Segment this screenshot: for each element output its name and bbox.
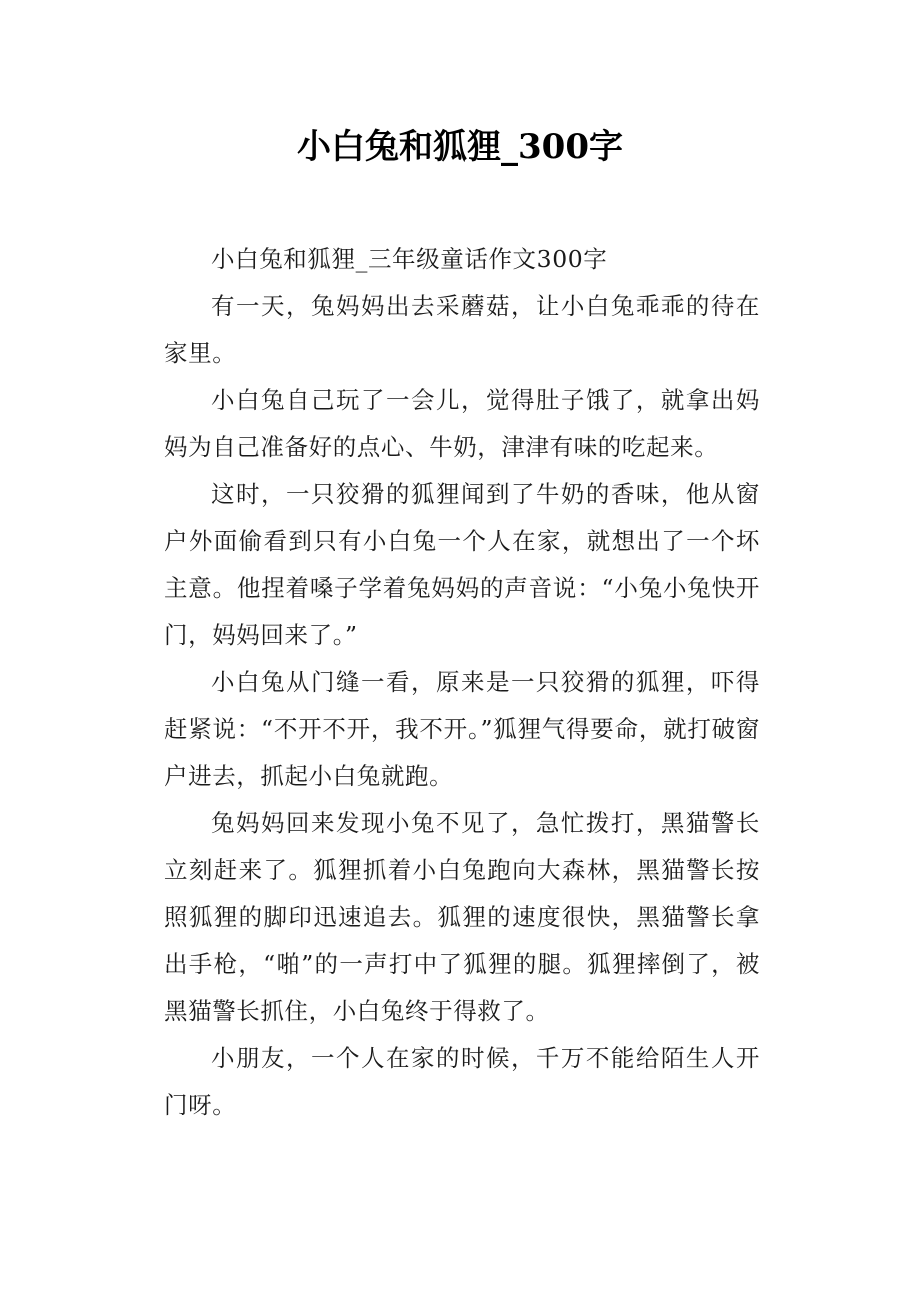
document-title: 小白兔和狐狸_300字 (297, 127, 623, 167)
paragraph: 小白兔自己玩了一会儿，觉得肚子饿了，就拿出妈妈为自己准备好的点心、牛奶，津津有味的吃起来。 (164, 386, 760, 461)
paragraph: 有一天，兔妈妈出去采蘑菇，让小白兔乖乖的待在家里。 (164, 292, 760, 367)
paragraph-subtitle: 小白兔和狐狸_三年级童话作文300字 (211, 245, 608, 273)
paragraph: 这时，一只狡猾的狐狸闻到了牛奶的香味，他从窗户外面偷看到只有小白兔一个人在家，就想出了一个坏主意。他捏着嗓子学着兔妈妈的声音说：“小兔小兔快开门，妈妈回来了。” (164, 480, 760, 649)
paragraph: 兔妈妈回来发现小兔不见了，急忙拨打，黑猫警长立刻赶来了。狐狸抓着小白兔跑向大森林，黑猫警长按照狐狸的脚印迅速追去。狐狸的速度很快，黑猫警长拿出手枪，“啪”的一声打中了狐狸的腿。狐狸摔倒了，被黑猫警长抓住，小白兔终于得救了。 (164, 809, 760, 1025)
document-body (164, 236, 760, 1129)
paragraph: 小朋友，一个人在家的时候，千万不能给陌生人开门呀。 (164, 1044, 760, 1119)
paragraph: 小白兔从门缝一看，原来是一只狡猾的狐狸，吓得赶紧说：“不开不开，我不开。”狐狸气得要命，就打破窗户进去，抓起小白兔就跑。 (164, 668, 760, 790)
